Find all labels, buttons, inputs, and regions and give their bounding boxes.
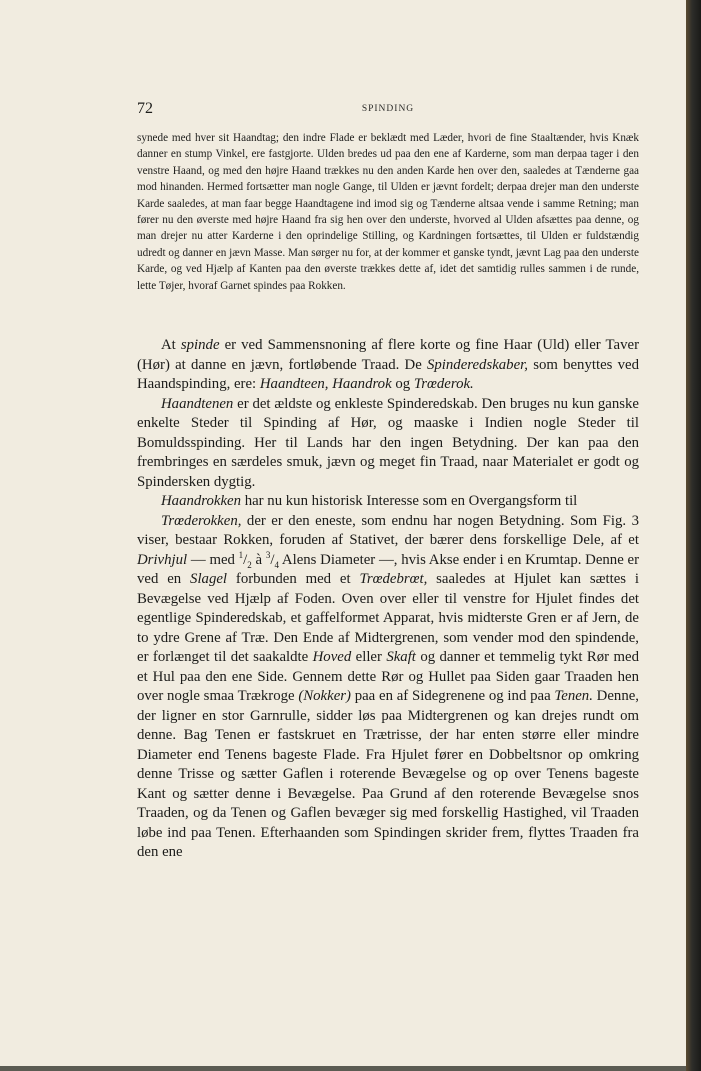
book-spine-edge bbox=[686, 0, 701, 1071]
page-number: 72 bbox=[137, 100, 153, 117]
page-header bbox=[137, 100, 639, 120]
running-title: SPINDING bbox=[361, 104, 415, 114]
paragraph-traederokken: Trœderokken, der er den eneste, som endnu har nogen Betydning. Som Fig. 3 viser, bestaar Rokken, foruden af Stativet, der bærer dens forskellige Dele, af et Drivhjul — med $^1/_2$ à $^3/_4$ Alens Diameter —, hvis Akse ender i en Krumtap. Denne er ved en Slagel forbunden med et Trœdebrœt, saaledes at Hjulet kan sættes i Bevægelse ved Hjælp af Foden. Oven over eller til venstre for Hjulet findes det egentlige Spinderedskab, et gaffelformet Apparat, hvis midterste Gren er af Jern, de to ydre Grene af Træ. Den Ende af Midtergrenen, som vender mod den spindende, er forlænget til det saakaldte Hoved eller Skaft og danner et temmelig tykt Rør med et Hul paa den ene Side. Gennem dette Rør og Hullet paa Siden gaar Traaden hen over nogle smaa Trækroge (Nokker) paa en af Sidegrenene og ind paa Tenen. Denne, der ligner en stor Garnrulle, sidder løs paa Midtergrenen og kan drejes rundt om denne. Bag Tenen er fastskruet en Trætrisse, der har enten større eller mindre Diameter end Tenens bageste Flade. Fra Hjulet fører en Dobbeltsnor op omkring denne Trisse og sætter Gaflen i roterende Bevægelse og op over Tenens bageste Kant og sætter denne i Bevægelse. Paa Grund af den roterende Bevægelse snos Traaden, og da Tenen og Gaflen bevæger sig med forskellig Hastighed, vil Traaden løbe ind paa Tenen. Efterhaanden som Spindingen skrider frem, flyttes Traaden fra den ene bbox=[137, 512, 640, 860]
small-print-paragraph: synede med hver sit Haandtag; den indre Flade er beklædt med Læder, hvori de fine Staaltænder, hvis Knæk danner en stump Vinkel, ere fastgjorte. Ulden bredes ud paa den ene af Karderne, som man derpaa tager i den venstre Haand, og med den højre Haand trækkes nu den anden Karde hen over den, saaledes at Tænderne gaa mod hinanden. Hermed fortsætter man nogle Gange, til Ulden er jævnt fordelt; derpaa drejer man den underste Karde saaledes, at man faar begge Haandtagene ind imod sig og Tænderne altsaa vende i samme Retning; man fører nu den øverste med højre Haand fra sig hen over den underste, hvorved al Ulden afsættes paa denne, og man drejer nu atter Karderne i den oprindelige Stilling, og Kardningen fortsættes, til Ulden er fuldstændig udredt og danner en jævn Masse. Man sørger nu for, at der kommer et ganske tyndt, jævnt Lag paa den underste Karde, og ved Hjælp af Kanten paa den øverste trækkes dette af, idet det samtidig rulles sammen i de runde, lette Tøjer, hvoraf Garnet spindes paa Rokken. bbox=[137, 132, 639, 292]
page-bottom-edge bbox=[0, 1066, 686, 1071]
main-text bbox=[137, 336, 639, 863]
paragraph-haandrokken: Haandrokken har nu kun historisk Interesse som en Overgangsform til bbox=[161, 493, 578, 509]
paragraph-haandtenen: Haandtenen er det ældste og enkleste Spinderedskab. Den bruges nu kun ganske enkelte Steder til Spinding af Hør, og maaske i Indien nogle Steder til Bomuldsspinding. Her til Lands har den ingen Betydning. Der kan paa den frembringes en særdeles smuk, jævn og meget fin Traad, naar Materialet er godt og Spindersken dygtig. bbox=[137, 395, 639, 490]
paragraph-spinde: At spinde er ved Sammensnoning af flere korte og fine Haar (Uld) eller Taver (Hør) at danne en jævn, fortløbende Traad. De Spinderedskaber, som benyttes ved Haandspinding, ere: Haandteen, Haandrok og Trœderok. bbox=[137, 337, 639, 392]
